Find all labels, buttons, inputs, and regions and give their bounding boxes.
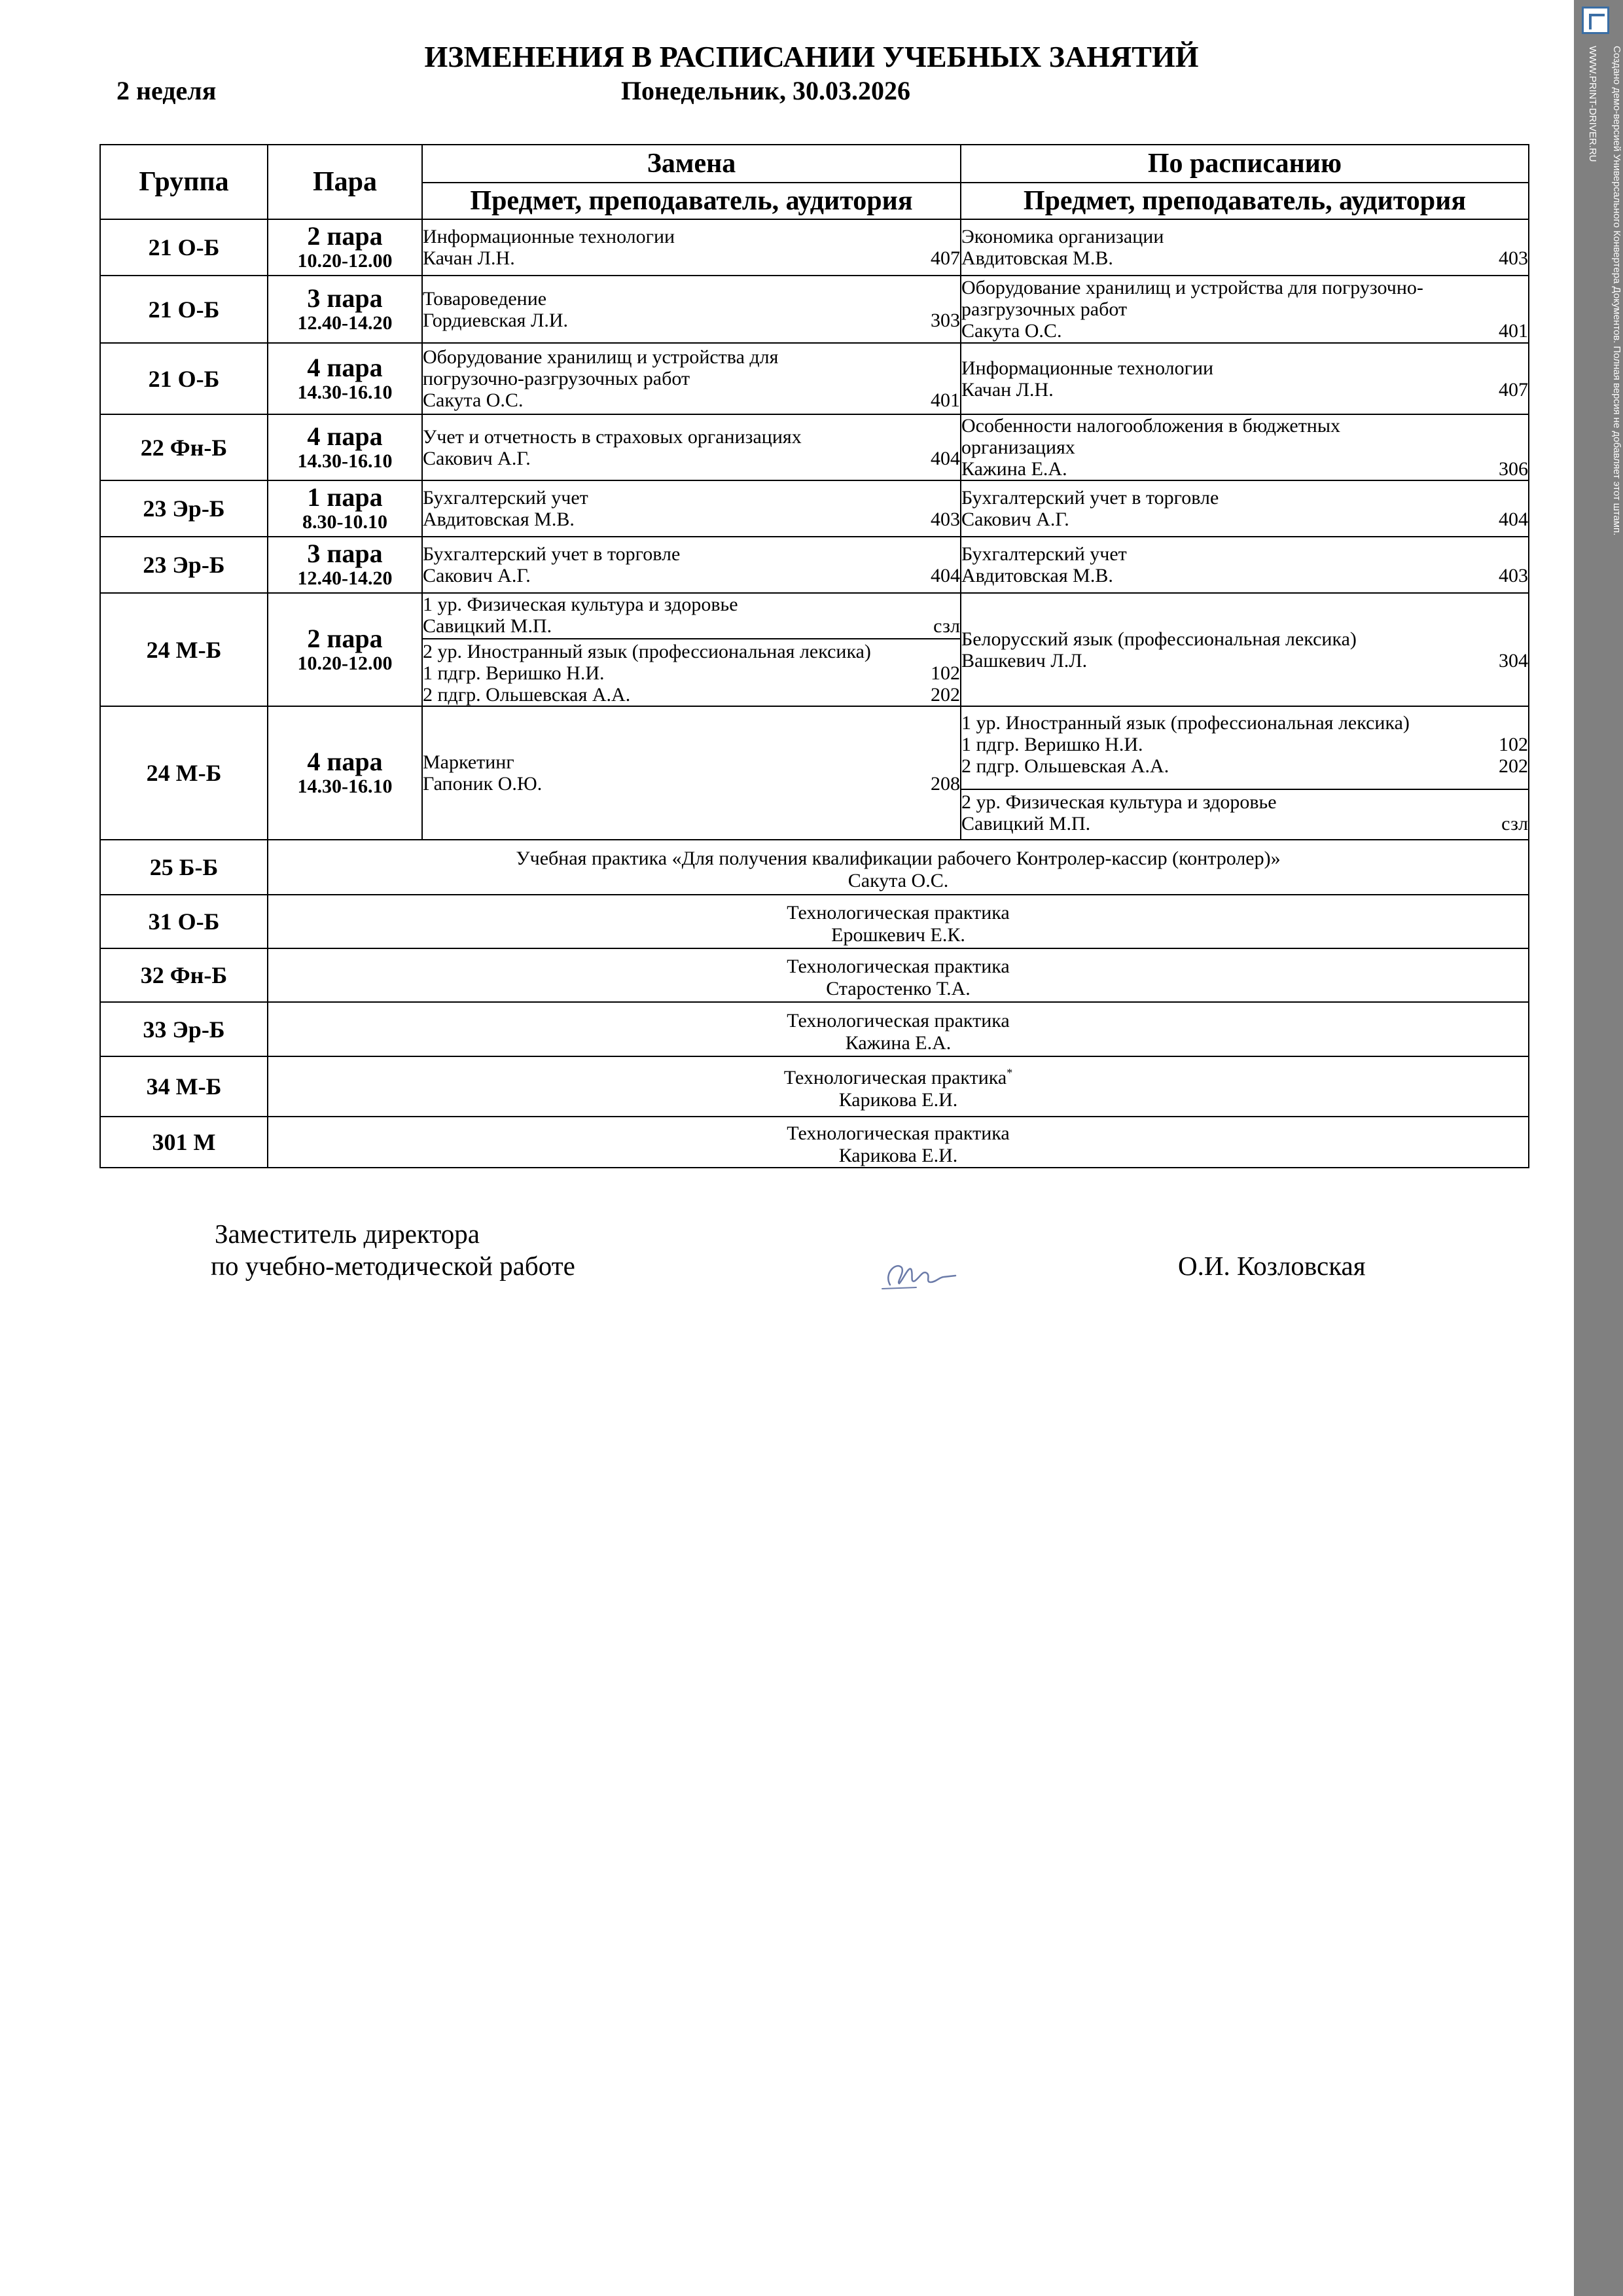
group-cell: 32 Фн-Б xyxy=(100,948,268,1002)
subject: 2 ур. Иностранный язык (профессиональная лексика) xyxy=(423,641,871,662)
subject: Экономика организации xyxy=(961,226,1164,247)
para-cell xyxy=(268,537,422,593)
group-cell: 21 О-Б xyxy=(100,276,268,343)
practice-teacher: Ерошкевич Е.К. xyxy=(831,924,965,946)
replacement-cell xyxy=(422,219,961,276)
table-row xyxy=(100,1002,1529,1056)
subject: Бухгалтерский учет в торговле xyxy=(961,487,1219,509)
watermark-url: WWW.PRINT-DRIVER.RU xyxy=(1587,46,1598,162)
subject: Бухгалтерский учет xyxy=(423,487,588,509)
subgroup-teacher: 2 пдгр. Ольшевская А.А. xyxy=(961,755,1169,777)
room: 102 xyxy=(931,662,960,684)
subject: Информационные технологии xyxy=(423,226,675,247)
table-row xyxy=(100,480,1529,537)
teacher: Сакута О.С. xyxy=(961,320,1062,342)
table-row xyxy=(100,1117,1529,1168)
replacement-cell xyxy=(422,706,961,840)
room: 404 xyxy=(931,447,960,469)
header-para: Пара xyxy=(268,145,422,219)
footnote-mark: * xyxy=(1007,1066,1013,1079)
teacher: Качан Л.Н. xyxy=(423,247,515,269)
teacher: Авдитовская М.В. xyxy=(961,565,1113,586)
table-row xyxy=(100,414,1529,480)
practice-title: Технологическая практика xyxy=(787,956,1010,977)
header-group: Группа xyxy=(100,145,268,219)
subject: Маркетинг xyxy=(423,751,514,773)
room: 102 xyxy=(1499,733,1528,755)
para-number: 2 пара xyxy=(307,221,383,251)
practice-title: Технологическая практика xyxy=(787,1009,1010,1031)
group-cell: 24 М-Б xyxy=(100,706,268,840)
subject: 1 ур. Иностранный язык (профессиональная лексика) xyxy=(961,711,1410,734)
replacement-cell xyxy=(422,537,961,593)
para-cell xyxy=(268,276,422,343)
teacher: Сакута О.С. xyxy=(423,389,524,411)
schedule-cell xyxy=(961,414,1529,480)
subject: Оборудование хранилищ и устройства для xyxy=(423,346,779,368)
group-cell: 301 М xyxy=(100,1117,268,1168)
table-row xyxy=(100,840,1529,895)
para-time: 12.40-14.20 xyxy=(297,312,393,334)
table-row xyxy=(100,537,1529,593)
header-schedule: По расписанию xyxy=(961,145,1529,183)
schedule-cell xyxy=(961,343,1529,414)
table-row xyxy=(100,343,1529,414)
group-cell: 21 О-Б xyxy=(100,343,268,414)
subheader-schedule: Предмет, преподаватель, аудитория xyxy=(961,183,1529,219)
group-cell: 31 О-Б xyxy=(100,895,268,948)
schedule-table xyxy=(99,144,1529,1168)
practice-cell xyxy=(268,1056,1529,1117)
schedule-cell xyxy=(961,706,1529,840)
subject: Информационные технологии xyxy=(961,357,1214,379)
room: сзл xyxy=(1501,812,1528,834)
para-cell xyxy=(268,414,422,480)
replacement-cell xyxy=(422,276,961,343)
table-row xyxy=(100,948,1529,1002)
subject-cont: погрузочно-разгрузочных работ xyxy=(423,368,690,389)
para-time: 12.40-14.20 xyxy=(297,567,393,589)
room: 202 xyxy=(1499,755,1528,777)
teacher: Савицкий М.П. xyxy=(961,812,1091,834)
practice-teacher: Карикова Е.И. xyxy=(838,1145,958,1166)
group-cell: 23 Эр-Б xyxy=(100,537,268,593)
teacher: Качан Л.Н. xyxy=(961,378,1054,401)
practice-title: Учебная практика «Для получения квалификации рабочего Контролер-кассир (контролер)» xyxy=(516,848,1281,869)
room: 403 xyxy=(1499,565,1528,586)
group-cell: 24 М-Б xyxy=(100,593,268,706)
table-row xyxy=(100,593,1529,706)
schedule-cell xyxy=(961,593,1529,706)
header-replacement: Замена xyxy=(422,145,961,183)
teacher: Гордиевская Л.И. xyxy=(423,309,568,331)
para-number: 1 пара xyxy=(307,482,383,512)
subgroup-teacher: 1 пдгр. Веришко Н.И. xyxy=(961,733,1143,755)
room: 304 xyxy=(1499,649,1528,672)
para-time: 10.20-12.00 xyxy=(297,652,393,674)
para-time: 14.30-16.10 xyxy=(297,381,393,403)
para-cell xyxy=(268,706,422,840)
subject: 2 ур. Физическая культура и здоровье xyxy=(961,791,1277,813)
week-label: 2 неделя xyxy=(116,76,217,105)
converter-logo-icon xyxy=(1582,7,1609,34)
subject: 1 ур. Физическая культура и здоровье xyxy=(423,594,738,615)
subgroup-teacher: 1 пдгр. Веришко Н.И. xyxy=(423,662,605,684)
teacher: Кажина Е.А. xyxy=(961,458,1067,480)
teacher: Авдитовская М.В. xyxy=(423,509,575,530)
subject: Учет и отчетность в страховых организациях xyxy=(423,425,802,448)
para-number: 4 пара xyxy=(307,352,383,382)
room: 303 xyxy=(931,309,960,331)
group-cell: 22 Фн-Б xyxy=(100,414,268,480)
practice-teacher: Сакута О.С. xyxy=(847,870,949,891)
practice-title: Технологическая практика xyxy=(783,1067,1007,1088)
room: 306 xyxy=(1499,458,1528,480)
teacher: Вашкевич Л.Л. xyxy=(961,649,1088,672)
subject: Белорусский язык (профессиональная лексика) xyxy=(961,628,1357,650)
teacher: Савицкий М.П. xyxy=(423,615,552,637)
signatory-position: Заместитель директора xyxy=(215,1219,480,1249)
subject: Особенности налогообложения в бюджетных xyxy=(961,415,1341,437)
para-cell xyxy=(268,343,422,414)
practice-teacher: Кажина Е.А. xyxy=(845,1031,952,1054)
group-cell: 23 Эр-Б xyxy=(100,480,268,537)
room: сзл xyxy=(933,615,960,637)
teacher: Авдитовская М.В. xyxy=(961,247,1113,269)
handwritten-signature xyxy=(877,1253,969,1293)
table-row xyxy=(100,219,1529,276)
schedule-cell xyxy=(961,537,1529,593)
replacement-cell xyxy=(422,414,961,480)
room: 401 xyxy=(1499,320,1528,342)
teacher: Сакович А.Г. xyxy=(423,565,531,586)
room: 404 xyxy=(931,565,960,586)
para-number: 4 пара xyxy=(307,421,383,451)
table-row xyxy=(100,1056,1529,1117)
room: 401 xyxy=(931,389,960,411)
practice-cell xyxy=(268,895,1529,948)
practice-cell xyxy=(268,1117,1529,1168)
teacher: Сакович А.Г. xyxy=(423,447,531,469)
practice-cell xyxy=(268,948,1529,1002)
teacher: Гапоник О.Ю. xyxy=(423,773,543,795)
practice-teacher: Карикова Е.И. xyxy=(838,1089,958,1111)
practice-title: Технологическая практика xyxy=(787,1122,1010,1144)
room: 403 xyxy=(931,509,960,530)
para-number: 3 пара xyxy=(307,539,383,568)
para-cell xyxy=(268,219,422,276)
group-cell: 33 Эр-Б xyxy=(100,1002,268,1056)
room: 208 xyxy=(931,773,960,795)
para-number: 2 пара xyxy=(307,623,383,653)
para-time: 14.30-16.10 xyxy=(297,450,393,472)
subject: Товароведение xyxy=(423,287,547,310)
subject-cont: организациях xyxy=(961,437,1075,458)
table-row xyxy=(100,706,1529,840)
subgroup-divider xyxy=(423,638,960,639)
schedule-cell xyxy=(961,276,1529,343)
signatory-position-cont: по учебно-методической работе xyxy=(211,1251,575,1281)
subject: Оборудование хранилищ и устройства для погрузочно- xyxy=(961,277,1423,298)
subject: Бухгалтерский учет в торговле xyxy=(423,543,681,565)
replacement-cell xyxy=(422,343,961,414)
para-time: 14.30-16.10 xyxy=(297,776,393,797)
room: 407 xyxy=(931,247,960,269)
table-row xyxy=(100,276,1529,343)
date-label: Понедельник, 30.03.2026 xyxy=(620,76,911,105)
subgroup-divider xyxy=(961,789,1528,790)
para-number: 4 пара xyxy=(307,747,383,776)
table-row xyxy=(100,895,1529,948)
subject-cont: разгрузочных работ xyxy=(961,298,1128,320)
signatory-name: О.И. Козловская xyxy=(1178,1251,1366,1281)
room: 202 xyxy=(931,684,960,706)
practice-teacher: Старостенко Т.А. xyxy=(826,978,971,999)
para-cell xyxy=(268,593,422,706)
page-title: ИЗМЕНЕНИЯ В РАСПИСАНИИ УЧЕБНЫХ ЗАНЯТИЙ xyxy=(424,40,1199,73)
practice-cell xyxy=(268,1002,1529,1056)
schedule-cell xyxy=(961,219,1529,276)
subgroup-teacher: 2 пдгр. Ольшевская А.А. xyxy=(423,684,631,706)
room: 404 xyxy=(1499,509,1528,530)
practice-cell xyxy=(268,840,1529,895)
replacement-cell xyxy=(422,593,961,706)
para-cell xyxy=(268,480,422,537)
room: 407 xyxy=(1499,378,1528,401)
room: 403 xyxy=(1499,247,1528,269)
para-time: 10.20-12.00 xyxy=(297,250,393,272)
practice-title: Технологическая практика xyxy=(787,902,1010,924)
teacher: Сакович А.Г. xyxy=(961,509,1069,530)
para-time: 8.30-10.10 xyxy=(302,511,387,533)
group-cell: 34 М-Б xyxy=(100,1056,268,1117)
watermark-text: Создано демо-версией Универсального Конвертера Документов. Полная версия не добавляет этот штамп. xyxy=(1611,46,1622,536)
replacement-cell xyxy=(422,480,961,537)
para-number: 3 пара xyxy=(307,283,383,313)
subject: Бухгалтерский учет xyxy=(961,543,1127,565)
group-cell: 25 Б-Б xyxy=(100,840,268,895)
group-cell: 21 О-Б xyxy=(100,219,268,276)
schedule-cell xyxy=(961,480,1529,537)
subheader-replacement: Предмет, преподаватель, аудитория xyxy=(422,183,961,219)
